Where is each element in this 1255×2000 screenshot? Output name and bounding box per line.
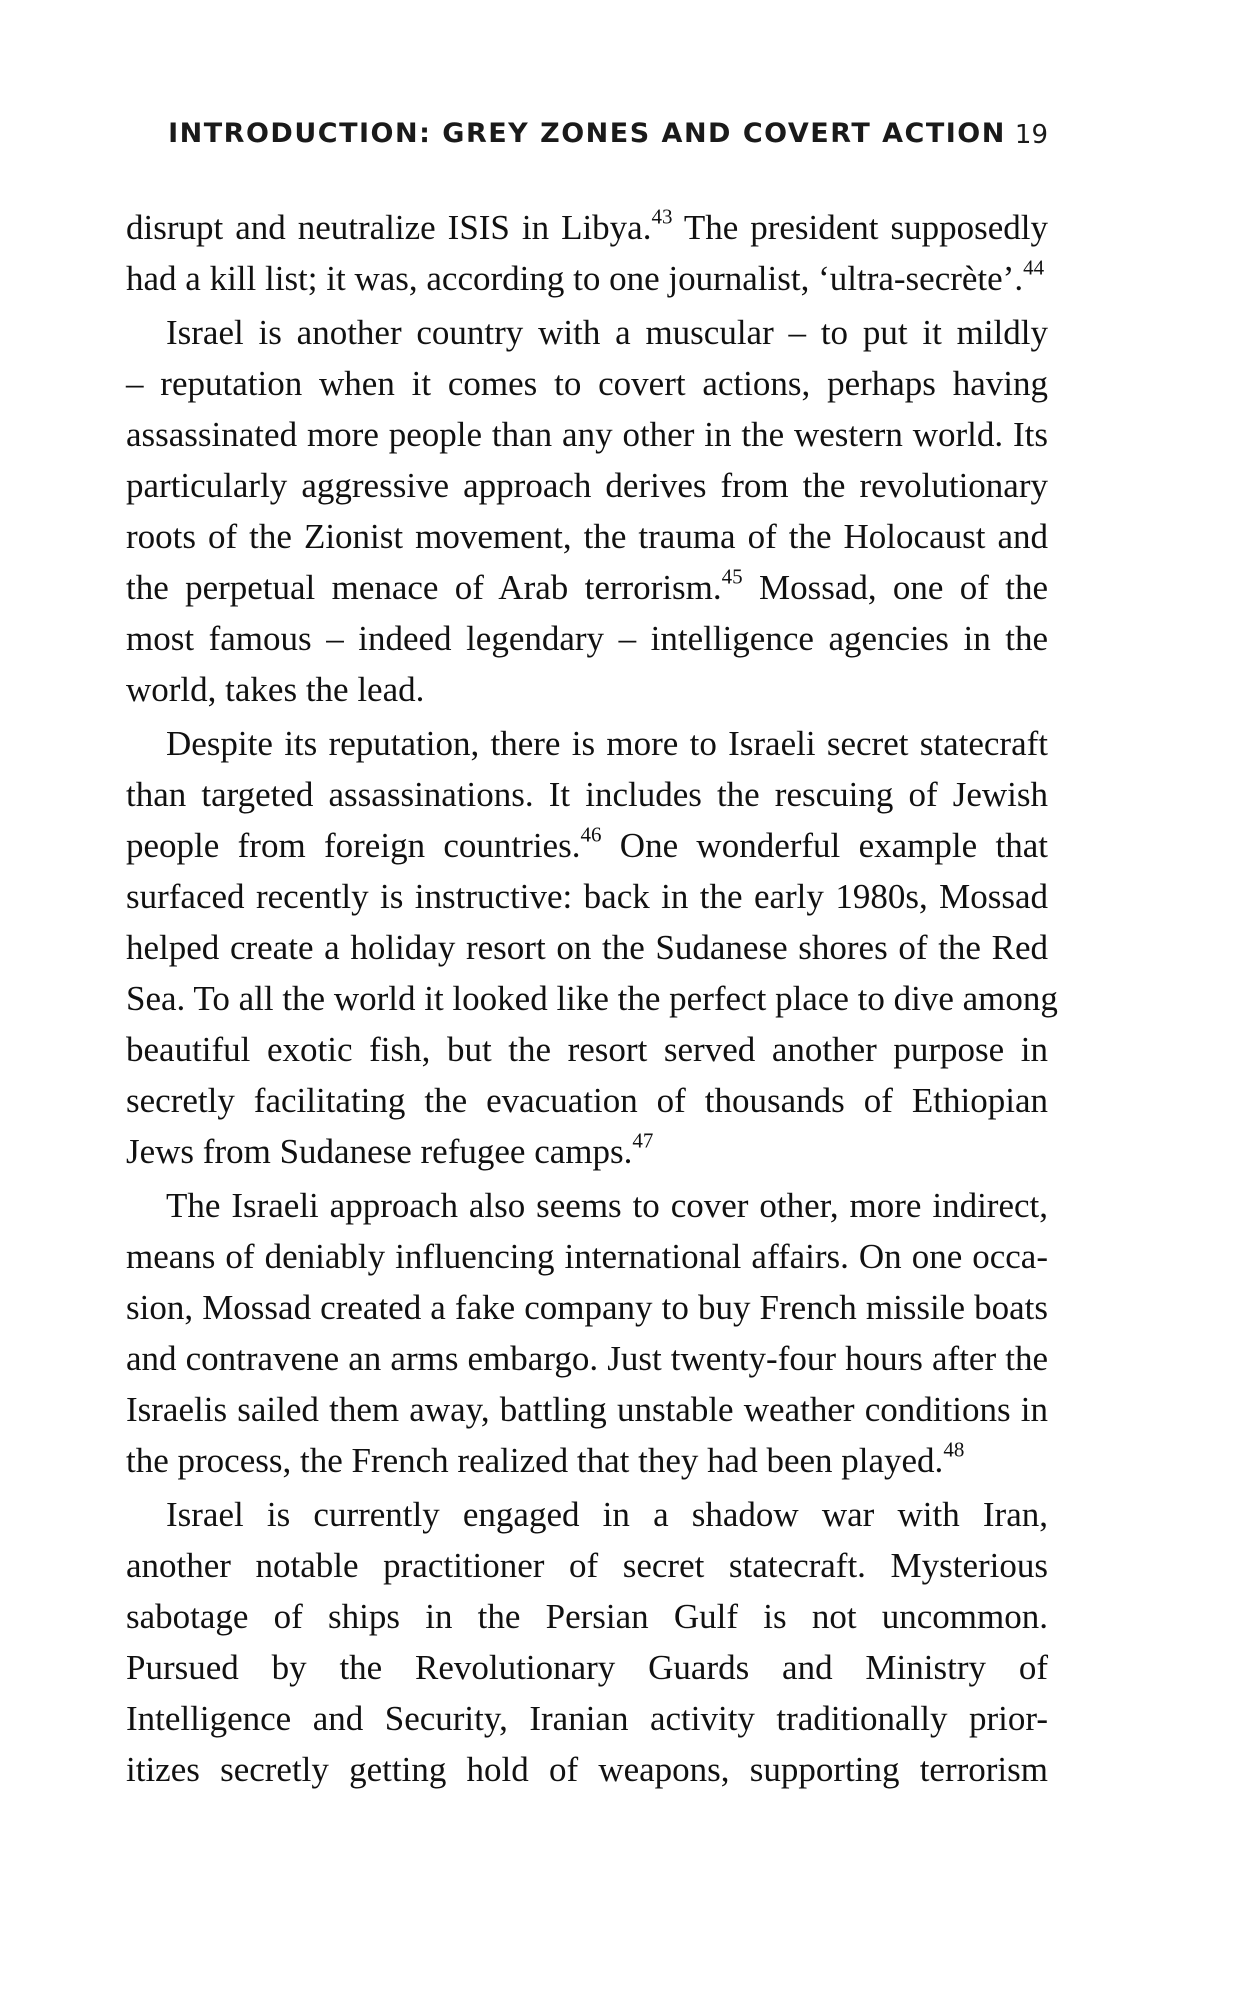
text-line	[126, 973, 1058, 1024]
line-text: the perpetual menace of Arab terrorism.	[126, 568, 722, 607]
text-line	[126, 1231, 1048, 1282]
line-text: surfaced recently is instructive: back in the early 1980s, Mossad	[126, 877, 1048, 916]
line-text: Pursued by the Revolutionary Guards and Ministry of	[126, 1648, 1048, 1687]
footnote-marker[interactable]: 43	[651, 204, 673, 229]
text-line	[126, 1024, 1048, 1075]
line-text: The Israeli approach also seems to cover other, more indirect,	[166, 1186, 1048, 1225]
text-line	[126, 664, 1048, 715]
text-line	[126, 1126, 1048, 1177]
text-line	[126, 253, 1048, 304]
paragraph	[126, 718, 1058, 1177]
footnote-marker[interactable]: 47	[632, 1128, 654, 1153]
running-head	[126, 118, 1048, 158]
line-text: Israel is currently engaged in a shadow war with Iran,	[166, 1495, 1048, 1534]
text-line	[126, 307, 1048, 358]
line-text: most famous – indeed legendary – intelligence agencies in the	[126, 619, 1048, 658]
line-text: beautiful exotic fish, but the resort served another purpose in	[126, 1030, 1048, 1069]
text-line	[126, 460, 1048, 511]
line-text: another notable practitioner of secret statecraft. Mysterious	[126, 1546, 1048, 1585]
line-text: means of deniably influencing international affairs. On one occa-	[126, 1237, 1048, 1276]
line-text: the process, the French realized that they had been played.	[126, 1441, 944, 1480]
line-text: roots of the Zionist movement, the trauma of the Holocaust and	[126, 517, 1048, 556]
line-text-continued: One wonderful example that	[601, 826, 1048, 865]
line-text-continued: The president supposedly	[672, 208, 1048, 247]
text-line	[126, 1744, 1048, 1795]
line-text: Despite its reputation, there is more to Israeli secret statecraft	[166, 724, 1048, 763]
footnote-marker[interactable]: 48	[943, 1437, 965, 1462]
paragraph	[126, 307, 1048, 715]
footnote-marker[interactable]: 45	[721, 564, 743, 589]
line-text: Israelis sailed them away, battling unstable weather conditions in	[126, 1390, 1048, 1429]
text-line	[126, 1435, 1048, 1486]
text-line	[126, 1075, 1048, 1126]
line-text: helped create a holiday resort on the Sudanese shores of the Red	[126, 928, 1048, 967]
text-line	[126, 562, 1048, 613]
line-text: people from foreign countries.	[126, 826, 581, 865]
paragraph	[126, 1180, 1048, 1486]
line-text: sabotage of ships in the Persian Gulf is not uncommon.	[126, 1597, 1048, 1636]
text-line	[126, 769, 1048, 820]
line-text: Jews from Sudanese refugee camps.	[126, 1132, 633, 1171]
text-line	[126, 511, 1048, 562]
text-line	[126, 409, 1048, 460]
line-text: itizes secretly getting hold of weapons, supporting terrorism	[126, 1750, 1048, 1789]
line-text: world, takes the lead.	[126, 670, 425, 709]
paragraph	[126, 202, 1048, 304]
line-text: than targeted assassinations. It includes the rescuing of Jewish	[126, 775, 1048, 814]
text-line	[126, 922, 1048, 973]
line-text: Israel is another country with a muscular – to put it mildly	[166, 313, 1048, 352]
text-line	[126, 1282, 1048, 1333]
paragraph	[126, 1489, 1048, 1795]
line-text: assassinated more people than any other in the western world. Its	[126, 415, 1048, 454]
text-line	[126, 1489, 1048, 1540]
line-text: Intelligence and Security, Iranian activity traditionally prior-	[126, 1699, 1048, 1738]
text-line	[126, 613, 1048, 664]
text-line	[126, 1384, 1048, 1435]
footnote-marker[interactable]: 46	[580, 822, 602, 847]
text-line	[126, 1333, 1048, 1384]
line-text: and contravene an arms embargo. Just twenty-four hours after the	[126, 1339, 1048, 1378]
line-text: – reputation when it comes to covert actions, perhaps having	[126, 364, 1048, 403]
text-line	[126, 1540, 1048, 1591]
text-line	[126, 202, 1048, 253]
line-text: secretly facilitating the evacuation of thousands of Ethiopian	[126, 1081, 1048, 1120]
line-text: disrupt and neutralize ISIS in Libya.	[126, 208, 652, 247]
footnote-marker[interactable]: 44	[1023, 255, 1045, 280]
body-text	[126, 202, 1058, 1798]
text-line	[126, 1591, 1048, 1642]
line-text: had a kill list; it was, according to one journalist, ‘ultra-secrète’.	[126, 259, 1024, 298]
text-line	[126, 358, 1048, 409]
line-text: particularly aggressive approach derives from the revolutionary	[126, 466, 1048, 505]
line-text: sion, Mossad created a fake company to buy French missile boats	[126, 1288, 1048, 1327]
text-line	[126, 1693, 1048, 1744]
text-line	[126, 718, 1048, 769]
page-number: 19	[1014, 120, 1048, 150]
text-line	[126, 1180, 1048, 1231]
text-line	[126, 871, 1048, 922]
line-text: Sea. To all the world it looked like the perfect place to dive among	[126, 979, 1058, 1018]
running-title: INTRODUCTION: GREY ZONES AND COVERT ACTION	[168, 118, 1006, 149]
text-line	[126, 820, 1048, 871]
line-text-continued: Mossad, one of the	[742, 568, 1048, 607]
text-line	[126, 1642, 1048, 1693]
